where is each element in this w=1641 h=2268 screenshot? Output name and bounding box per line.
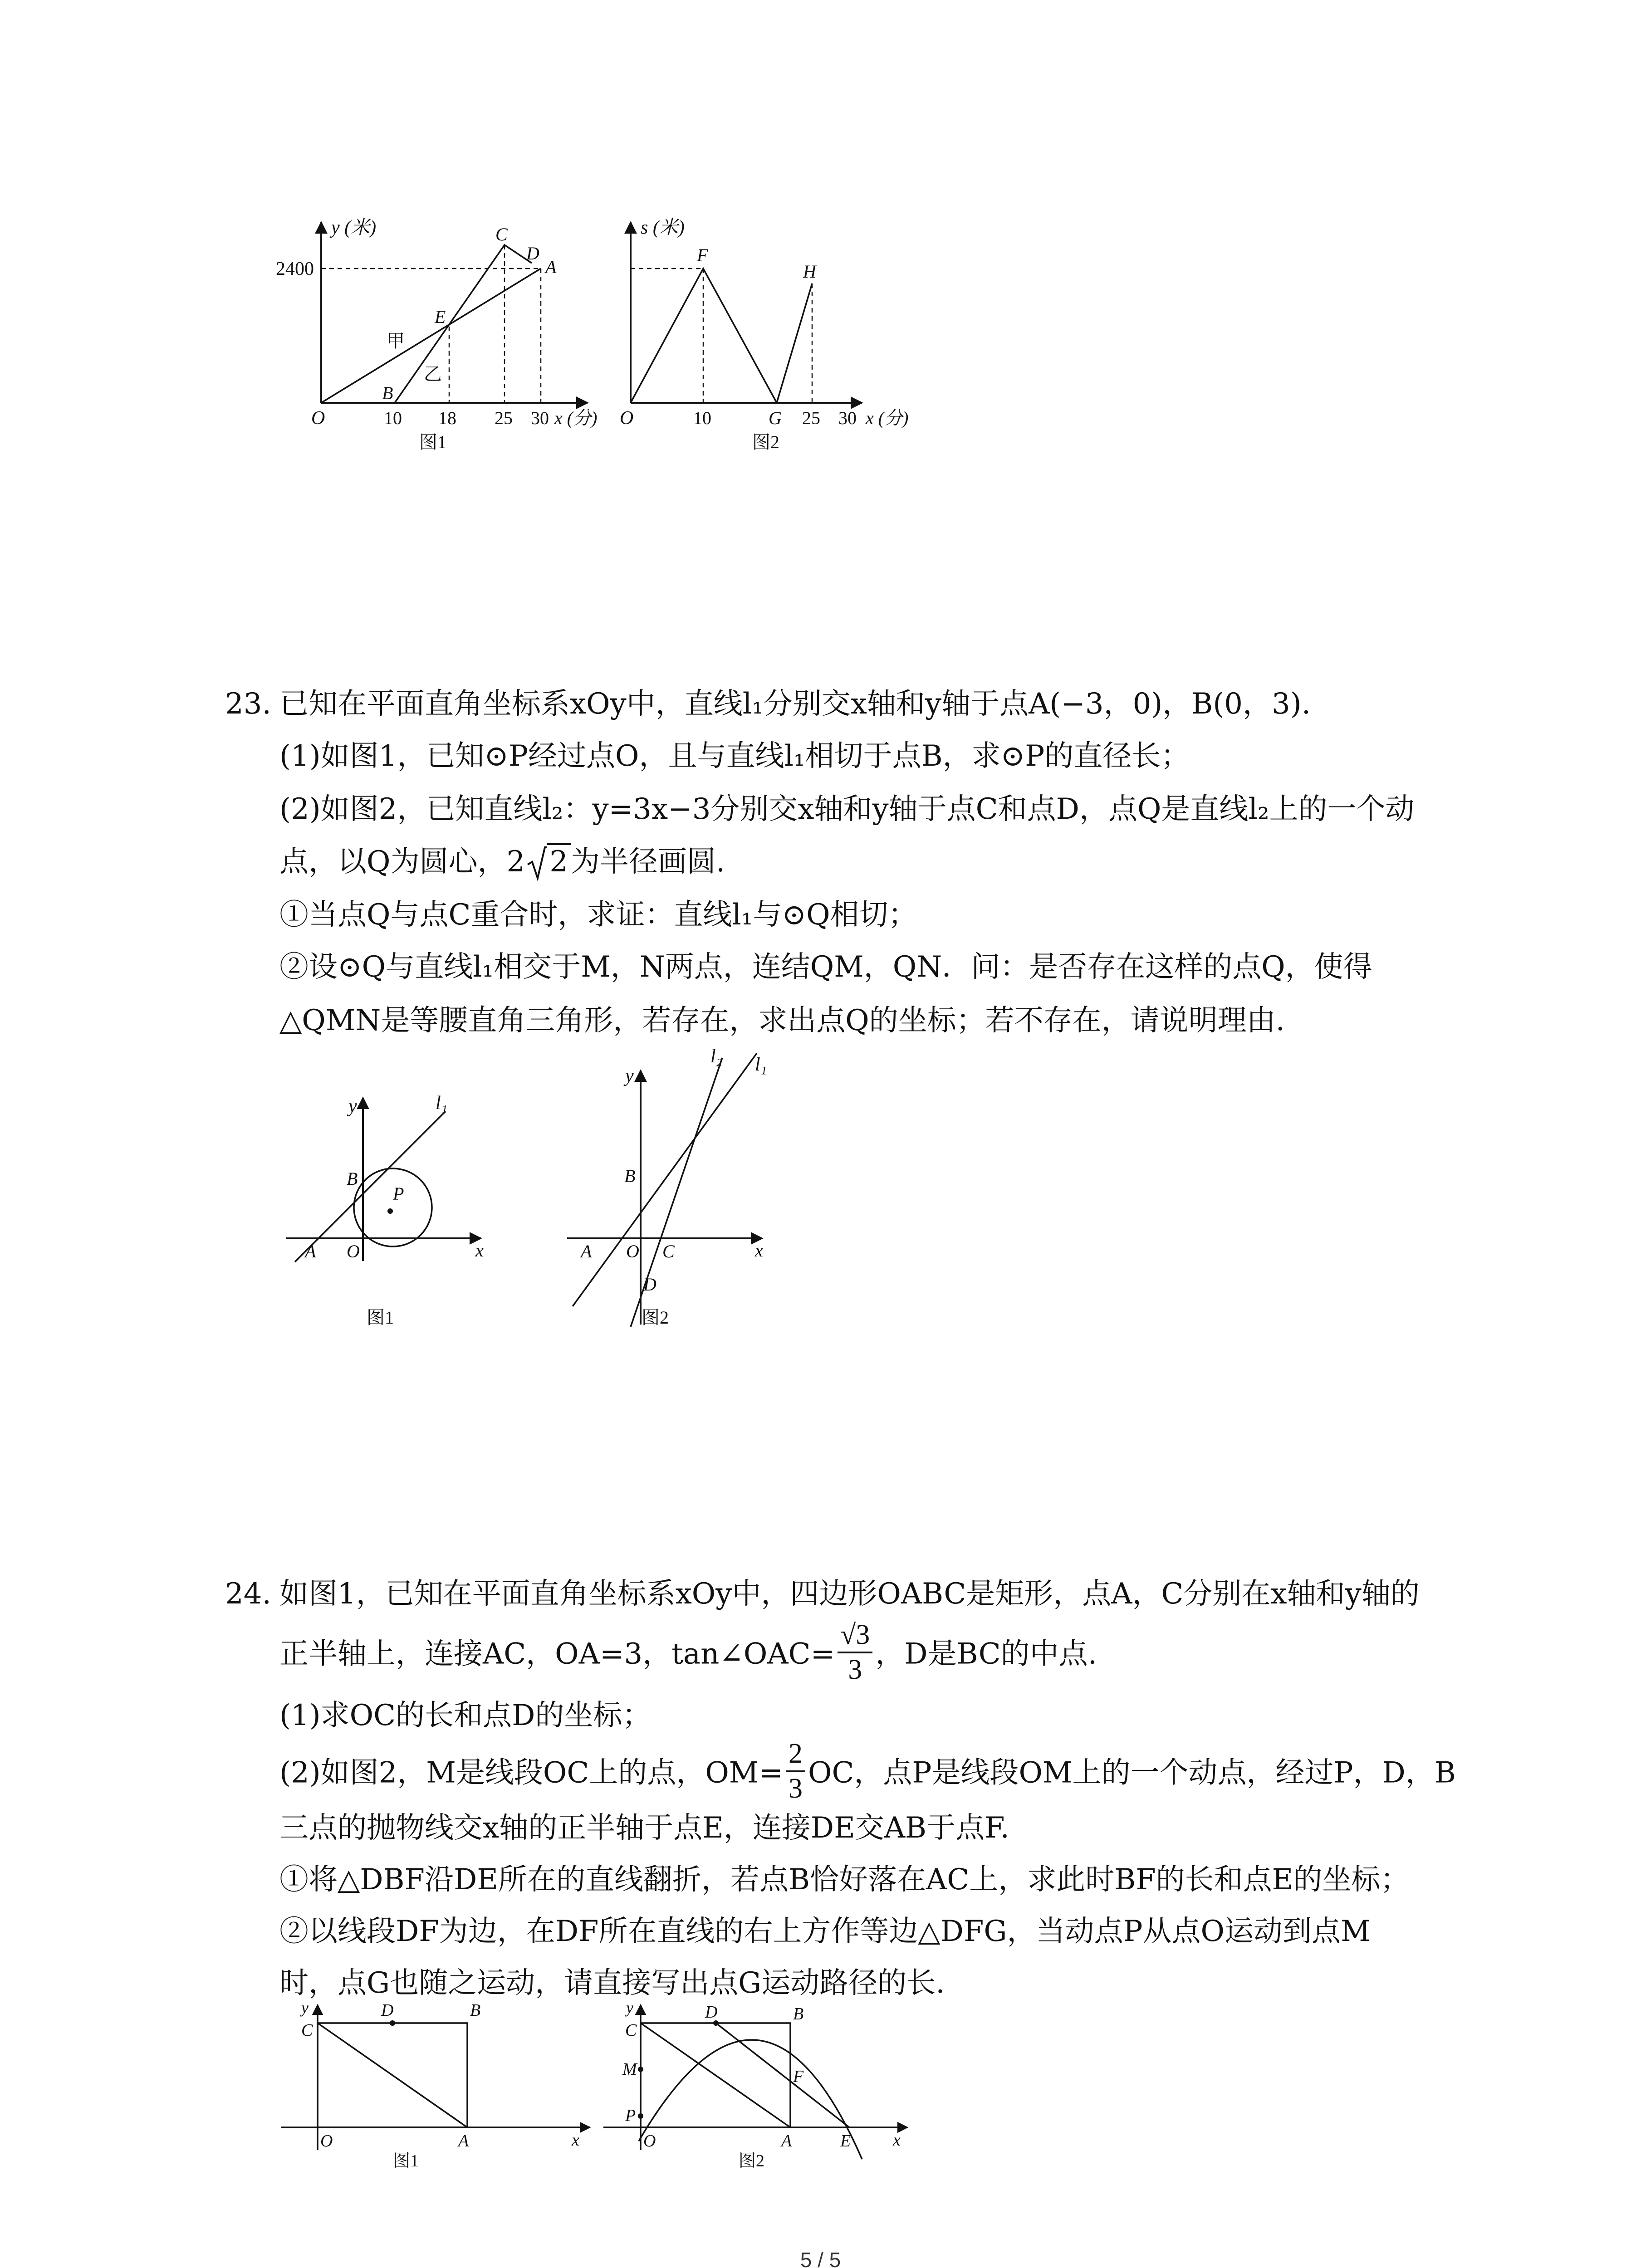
q24-f2-o: O [643, 2131, 656, 2151]
q22-f1-label-jia: 甲 [387, 331, 405, 351]
q22-f1-tick-10: 10 [384, 408, 402, 428]
q22-f1-tick-25: 25 [495, 408, 513, 428]
q22-f2-y-axis: s (米) [641, 217, 685, 238]
q23-f2-l1: l₁ [755, 1054, 767, 1075]
q24-part2-pre: (2)如图2，M是线段OC上的点，OM= [279, 1756, 783, 1790]
q24-om-numerator: 2 [786, 1739, 805, 1772]
q22-f1-point-d: D [526, 243, 539, 264]
q23-part3: ①当点Q与点C重合时，求证：直线l₁与⊙Q相切； [279, 898, 917, 932]
q22-f2-tick-10: 10 [693, 408, 711, 428]
q24-f1-c: C [301, 2021, 313, 2040]
q22-f1-tick-30: 30 [531, 408, 549, 428]
q23-f2-caption: 图2 [642, 1307, 669, 1328]
q23-f2-l2: l₂ [710, 1046, 723, 1067]
q23-part4: ②设⊙Q与直线l₁相交于M，N两点，连结QM，QN．问：是否存在这样的点Q，使得 [279, 950, 1372, 984]
q22-f1-point-c: C [495, 224, 508, 244]
q23-radicand: 2 [547, 843, 571, 879]
q23-f1-b: B [347, 1168, 358, 1189]
q24-part2-post: OC，点P是线段OM上的一个动点，经过P，D，B [808, 1756, 1456, 1790]
q23-f1-x: x [475, 1240, 484, 1261]
q24-f2-f: F [793, 2067, 804, 2086]
q24-line1: 如图1，已知在平面直角坐标系xOy中，四边形OABC是矩形，点A，C分别在x轴和y轴的 [279, 1577, 1420, 1611]
q23-part5: △QMN是等腰直角三角形，若存在，求出点Q的坐标；若不存在，请说明理由. [279, 1004, 1285, 1037]
q23-part2-line1: (2)如图2，已知直线l₂：y=3x−3分别交x轴和y轴于点C和点D，点Q是直线l₂上的一个动 [279, 792, 1415, 826]
q24-f2-e: E [840, 2131, 851, 2151]
q22-figure-1 [276, 213, 926, 503]
q24-figures [272, 1991, 930, 2182]
q24-part2-line2: 三点的抛物线交x轴的正半轴于点E，连接DE交AB于点F. [279, 1811, 1009, 1845]
q24-part4: ②以线段DF为边，在DF所在直线的右上方作等边△DFG，当动点P从点O运动到点M [279, 1915, 1371, 1948]
q24-number: 24. [225, 1577, 271, 1611]
q24-f2-m: M [622, 2060, 637, 2079]
q23-f1-a: A [305, 1241, 316, 1261]
q22-f1-y-tick: 2400 [276, 259, 314, 279]
q22-f1-point-a: A [545, 257, 557, 277]
q23-f1-caption: 图1 [367, 1307, 394, 1328]
q24-f2-y: y [626, 1999, 633, 2017]
q23-f2-d: D [643, 1274, 656, 1295]
q23-part2-post: 为半径画圆. [570, 845, 725, 879]
q24-line2-pre: 正半轴上，连接AC，OA=3，tan∠OAC= [279, 1637, 835, 1671]
q23-f2-a: A [581, 1241, 592, 1261]
sqrt-symbol [527, 845, 571, 879]
q22-f2-tick-25: 25 [802, 408, 820, 428]
q24-f2-a: A [781, 2131, 792, 2151]
q23-f1-o: O [347, 1241, 360, 1261]
q24-f1-caption: 图1 [393, 2151, 419, 2170]
q22-f1-tick-18: 18 [438, 408, 456, 428]
q24-f1-a: A [458, 2131, 469, 2151]
q24-om-denominator: 3 [788, 1773, 803, 1804]
q23-f2-c: C [662, 1241, 675, 1261]
q24-f1-b: B [470, 2001, 481, 2020]
q24-part2-line1 [279, 1738, 1456, 1807]
q24-f1-x: x [572, 2131, 579, 2150]
q24-f2-p: P [625, 2106, 636, 2125]
q22-f1-y-axis: y (米) [331, 217, 377, 238]
q23-f1-l1: l₁ [436, 1093, 448, 1114]
page-number: 5 / 5 [800, 2248, 841, 2268]
q23-f1-p: P [393, 1183, 404, 1204]
q22-f2-x-axis: x (分) [866, 408, 909, 428]
q22-f2-point-g: G [769, 408, 782, 428]
q22-f1-x-axis: x (分) [554, 408, 598, 428]
q24-f2-c: C [625, 2021, 637, 2040]
q24-f2-b: B [793, 2004, 804, 2024]
q24-part3: ①将△DBF沿DE所在的直线翻折，若点B恰好落在AC上，求此时BF的长和点E的坐标； [279, 1863, 1410, 1897]
q24-f2-caption: 图2 [739, 2151, 765, 2170]
q22-f1-label-yi: 乙 [424, 364, 442, 384]
q24-f1-o: O [320, 2131, 333, 2151]
q24-part5: 时，点G也随之运动，请直接写出点G运动路径的长. [279, 1966, 945, 2000]
q22-f2-tick-30: 30 [838, 408, 857, 428]
q24-part1: (1)求OC的长和点D的坐标； [279, 1699, 652, 1732]
q24-f2-d: D [705, 2003, 718, 2022]
q22-f1-caption: 图1 [419, 432, 446, 452]
q24-f2-x: x [893, 2131, 901, 2150]
q23-f2-x: x [755, 1240, 763, 1261]
q23-part2-pre: 点，以Q为圆心，2 [279, 845, 525, 879]
q22-f2-point-f: F [697, 245, 708, 265]
q24-line2-post: ，D是BC的中点. [875, 1637, 1097, 1671]
q24-om-fraction [786, 1739, 805, 1804]
q23-f2-b: B [624, 1166, 636, 1186]
q23-f1-y: y [348, 1096, 357, 1117]
q23-part1: (1)如图1，已知⊙P经过点O，且与直线l₁相切于点B，求⊙P的直径长； [279, 739, 1190, 773]
q23-f2-o: O [626, 1241, 639, 1261]
q22-f2-point-h: H [803, 261, 816, 282]
q23-number: 23. [225, 687, 271, 721]
q24-tan-numerator: √3 [838, 1620, 872, 1653]
q24-tan-denominator: 3 [848, 1654, 862, 1686]
q23-figures [272, 1034, 794, 1343]
q22-f2-origin: O [620, 408, 634, 429]
q24-tan-fraction [838, 1620, 872, 1685]
q24-line2 [279, 1619, 1097, 1688]
q22-f1-point-e: E [435, 307, 446, 327]
q23-part2-line2 [279, 845, 725, 879]
q23-f2-y: y [625, 1066, 634, 1086]
q24-f1-y: y [301, 1999, 309, 2017]
q22-f1-point-b: B [382, 383, 393, 403]
q22-f1-origin: O [311, 408, 325, 429]
q22-f2-caption: 图2 [752, 432, 779, 452]
q24-f1-d: D [381, 2001, 394, 2020]
q23-stem: 已知在平面直角坐标系xOy中，直线l₁分别交x轴和y轴于点A(−3，0)，B(0，3). [279, 687, 1311, 721]
